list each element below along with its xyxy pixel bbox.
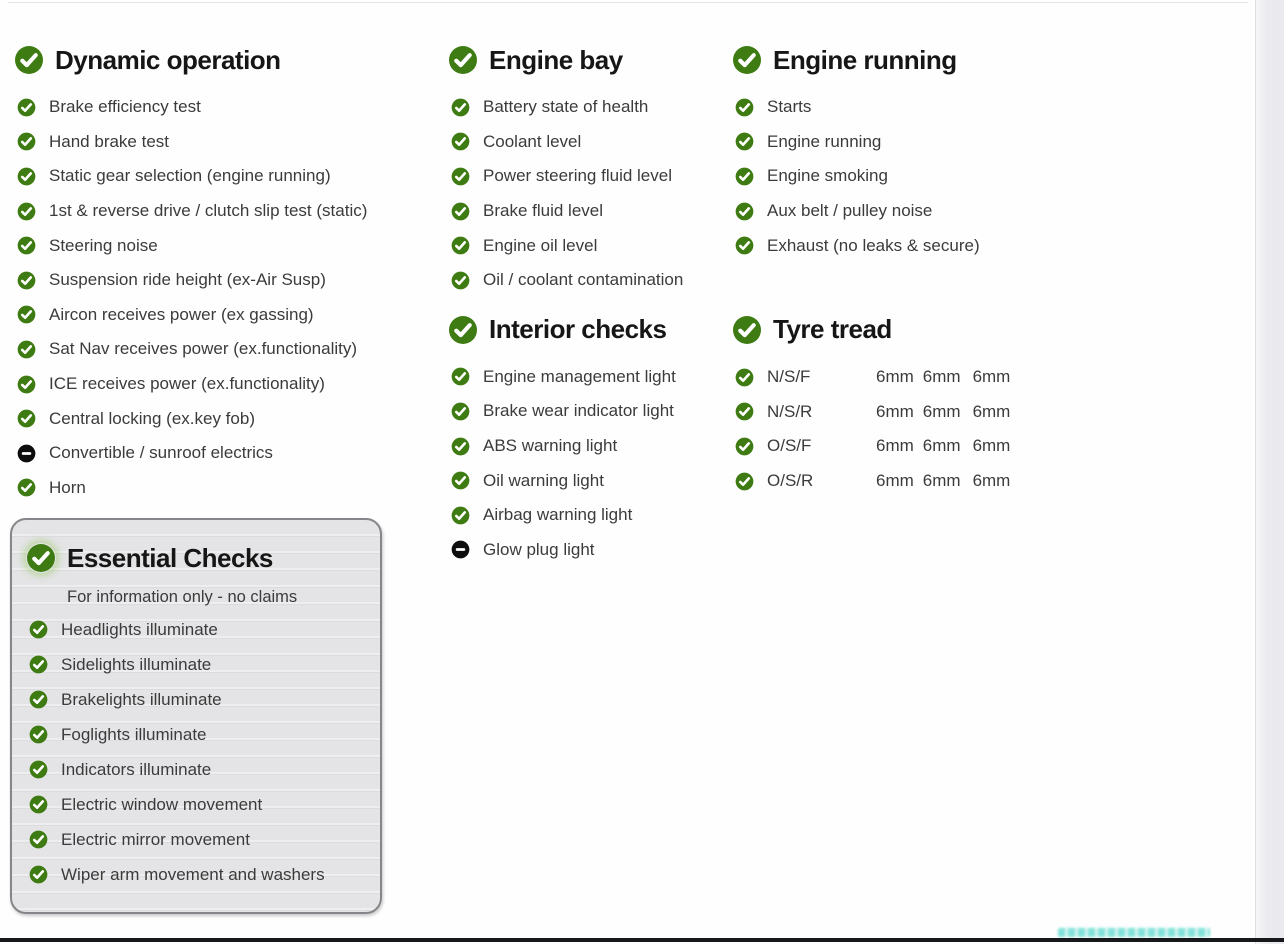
check-item-label: Convertible / sunroof electrics <box>49 443 273 463</box>
check-item <box>448 90 744 125</box>
check-circle-icon <box>732 45 762 75</box>
check-item-label: Battery state of health <box>483 97 649 117</box>
check-item-label: Aux belt / pulley noise <box>767 201 933 221</box>
check-circle-icon <box>29 725 48 744</box>
check-item-label: Starts <box>767 97 812 117</box>
check-item <box>732 194 1042 229</box>
check-circle-icon <box>451 167 470 186</box>
section-interior-checks <box>448 308 744 568</box>
section-title: Tyre tread <box>773 314 892 345</box>
check-item <box>26 752 380 787</box>
check-list <box>448 90 744 298</box>
tread-depth-values <box>876 471 1010 491</box>
check-circle-icon <box>17 305 36 324</box>
check-circle-icon <box>735 202 754 221</box>
check-circle-icon <box>29 620 48 639</box>
check-item <box>448 125 744 160</box>
check-circle-icon <box>735 368 754 387</box>
tread-depth-value: 6mm <box>922 401 961 421</box>
section-header <box>448 308 744 352</box>
check-item-label: Steering noise <box>49 235 158 255</box>
column-right <box>732 38 1042 498</box>
essential-checks-subtitle: For information only - no claims <box>67 587 298 606</box>
section-title: Engine bay <box>489 44 623 75</box>
check-circle-icon <box>451 98 470 117</box>
tread-depth-value: 6mm <box>876 401 914 421</box>
check-item-label: Power steering fluid level <box>483 166 672 186</box>
check-item <box>26 647 380 682</box>
check-circle-icon <box>451 271 470 290</box>
check-list <box>14 90 438 505</box>
check-item-label: Sat Nav receives power (ex.functionality) <box>49 339 358 359</box>
check-item-label: Static gear selection (engine running) <box>49 166 331 186</box>
check-item-label: Engine management light <box>483 366 676 386</box>
check-item <box>448 360 744 395</box>
check-item-label: Brake fluid level <box>483 201 604 221</box>
check-item-label: Exhaust (no leaks & secure) <box>767 235 980 255</box>
check-item <box>732 90 1042 125</box>
tread-depth-value: 6mm <box>876 367 914 387</box>
check-circle-icon <box>451 367 470 386</box>
check-item <box>14 401 438 436</box>
check-item <box>732 228 1042 263</box>
check-circle-icon <box>14 45 44 75</box>
check-circle-icon <box>29 760 48 779</box>
check-item <box>14 194 438 229</box>
check-item <box>448 429 744 464</box>
check-item-label: Brake wear indicator light <box>483 401 674 421</box>
check-list <box>448 360 744 568</box>
check-circle-icon <box>451 437 470 456</box>
tread-depth-value: 6mm <box>972 401 1011 421</box>
check-item-label: Oil warning light <box>483 470 604 490</box>
section-title: Interior checks <box>489 314 667 345</box>
check-circle-icon <box>17 478 36 497</box>
section-header <box>732 38 1042 82</box>
section-header <box>14 38 438 82</box>
check-circle-icon <box>735 98 754 117</box>
check-circle-icon <box>735 437 754 456</box>
check-item <box>14 159 438 194</box>
tread-depth-value: 6mm <box>972 436 1011 456</box>
check-circle-icon <box>17 132 36 151</box>
tread-depth-value: 6mm <box>876 436 914 456</box>
check-circle-icon <box>451 132 470 151</box>
check-circle-icon <box>448 315 478 345</box>
tread-depth-values <box>876 367 1010 387</box>
tread-depth-values <box>876 402 1010 422</box>
check-circle-icon <box>451 236 470 255</box>
check-item <box>26 787 380 822</box>
check-circle-icon <box>451 471 470 490</box>
check-item <box>14 436 438 471</box>
page-right-margin <box>1255 0 1284 944</box>
check-circle-icon <box>735 167 754 186</box>
check-item <box>732 395 1042 430</box>
check-circle-icon <box>735 132 754 151</box>
check-item <box>732 159 1042 194</box>
check-item-label: Suspension ride height (ex-Air Susp) <box>49 270 326 290</box>
check-list <box>26 612 380 892</box>
tread-depth-value: 6mm <box>972 367 1011 387</box>
essential-checks-box <box>10 518 382 914</box>
check-circle-icon <box>735 402 754 421</box>
check-item-label: Indicators illuminate <box>61 759 212 779</box>
check-circle-icon <box>448 45 478 75</box>
section-tyre-tread <box>732 308 1042 498</box>
check-circle-icon <box>735 236 754 255</box>
check-item-label: Aircon receives power (ex gassing) <box>49 304 314 324</box>
check-item <box>26 717 380 752</box>
section-title: Engine running <box>773 44 957 75</box>
check-item <box>448 463 744 498</box>
check-item <box>732 464 1042 499</box>
check-item <box>448 159 744 194</box>
check-item <box>448 498 744 533</box>
check-item-label: Oil / coolant contamination <box>483 270 684 290</box>
check-list <box>732 360 1042 498</box>
section-header <box>26 536 380 580</box>
tread-depth-value: 6mm <box>876 471 914 491</box>
check-item <box>26 682 380 717</box>
check-circle-icon <box>29 795 48 814</box>
check-item <box>14 332 438 367</box>
check-item <box>14 90 438 125</box>
check-circle-icon <box>17 236 36 255</box>
check-item-label: Airbag warning light <box>483 505 633 525</box>
check-item-label: ICE receives power (ex.functionality) <box>49 374 325 394</box>
tread-depth-value: 6mm <box>922 367 961 387</box>
check-item-label: Engine running <box>767 131 882 151</box>
check-item-label: Engine smoking <box>767 166 888 186</box>
check-item-label: Coolant level <box>483 131 582 151</box>
tread-depth-value: 6mm <box>972 471 1011 491</box>
check-item-label: 1st & reverse drive / clutch slip test (static) <box>49 201 368 221</box>
check-item-label: N/S/R <box>767 401 813 421</box>
check-item <box>26 612 380 647</box>
check-item-label: Foglights illuminate <box>61 724 207 744</box>
check-item <box>26 857 380 892</box>
check-item-label: Glow plug light <box>483 539 595 559</box>
check-item <box>14 298 438 333</box>
check-item-label: Brakelights illuminate <box>61 689 222 709</box>
check-item-label: Headlights illuminate <box>61 619 218 639</box>
check-item-label: O/S/R <box>767 471 814 491</box>
check-circle-icon <box>17 409 36 428</box>
check-circle-icon <box>735 472 754 491</box>
check-item <box>448 394 744 429</box>
check-circle-icon <box>17 375 36 394</box>
check-item <box>732 429 1042 464</box>
check-item-label: Central locking (ex.key fob) <box>49 408 255 428</box>
check-item-label: ABS warning light <box>483 436 618 456</box>
column-left <box>14 38 438 505</box>
check-item <box>732 360 1042 395</box>
check-item-label: Electric window movement <box>61 794 263 814</box>
check-circle-icon <box>29 690 48 709</box>
tread-depth-values <box>876 436 1010 456</box>
check-circle-icon <box>17 167 36 186</box>
check-item <box>14 471 438 506</box>
check-list <box>732 90 1042 263</box>
check-circle-icon <box>29 655 48 674</box>
check-circle-icon <box>451 202 470 221</box>
watermark-text <box>1058 928 1210 937</box>
section-header <box>732 308 1042 352</box>
check-item <box>26 822 380 857</box>
check-circle-icon <box>29 830 48 849</box>
bottom-border <box>0 938 1284 942</box>
section-dynamic-operation <box>14 38 438 505</box>
minus-circle-icon <box>451 540 470 559</box>
check-item <box>448 194 744 229</box>
check-item <box>14 367 438 402</box>
check-item-label: N/S/F <box>767 367 811 387</box>
check-item <box>732 125 1042 160</box>
check-circle-icon <box>29 865 48 884</box>
check-item <box>14 125 438 160</box>
check-item <box>14 263 438 298</box>
check-item-label: Sidelights illuminate <box>61 654 212 674</box>
check-item-label: Hand brake test <box>49 131 170 151</box>
check-item-label: Horn <box>49 477 86 497</box>
check-item-label: Wiper arm movement and washers <box>61 864 325 884</box>
check-item-label: O/S/F <box>767 436 812 456</box>
check-circle-icon <box>451 506 470 525</box>
check-circle-icon <box>732 315 762 345</box>
check-circle-icon <box>17 202 36 221</box>
section-engine-running <box>732 38 1042 263</box>
check-item <box>448 228 744 263</box>
check-item-label: Engine oil level <box>483 235 598 255</box>
section-title: Dynamic operation <box>55 44 281 75</box>
check-item <box>448 263 744 298</box>
check-circle-icon <box>17 271 36 290</box>
check-item-label: Electric mirror movement <box>61 829 250 849</box>
section-title: Essential Checks <box>67 542 273 573</box>
check-circle-icon <box>17 98 36 117</box>
check-item-label: Brake efficiency test <box>49 97 201 117</box>
top-divider <box>8 2 1248 3</box>
minus-circle-icon <box>17 444 36 463</box>
section-engine-bay <box>448 38 744 298</box>
check-circle-icon <box>26 543 56 573</box>
check-item <box>448 533 744 568</box>
tread-depth-value: 6mm <box>922 471 961 491</box>
column-middle <box>448 38 744 567</box>
tread-depth-value: 6mm <box>922 436 961 456</box>
check-item <box>14 228 438 263</box>
section-header <box>448 38 744 82</box>
check-circle-icon <box>17 340 36 359</box>
check-circle-icon <box>451 402 470 421</box>
